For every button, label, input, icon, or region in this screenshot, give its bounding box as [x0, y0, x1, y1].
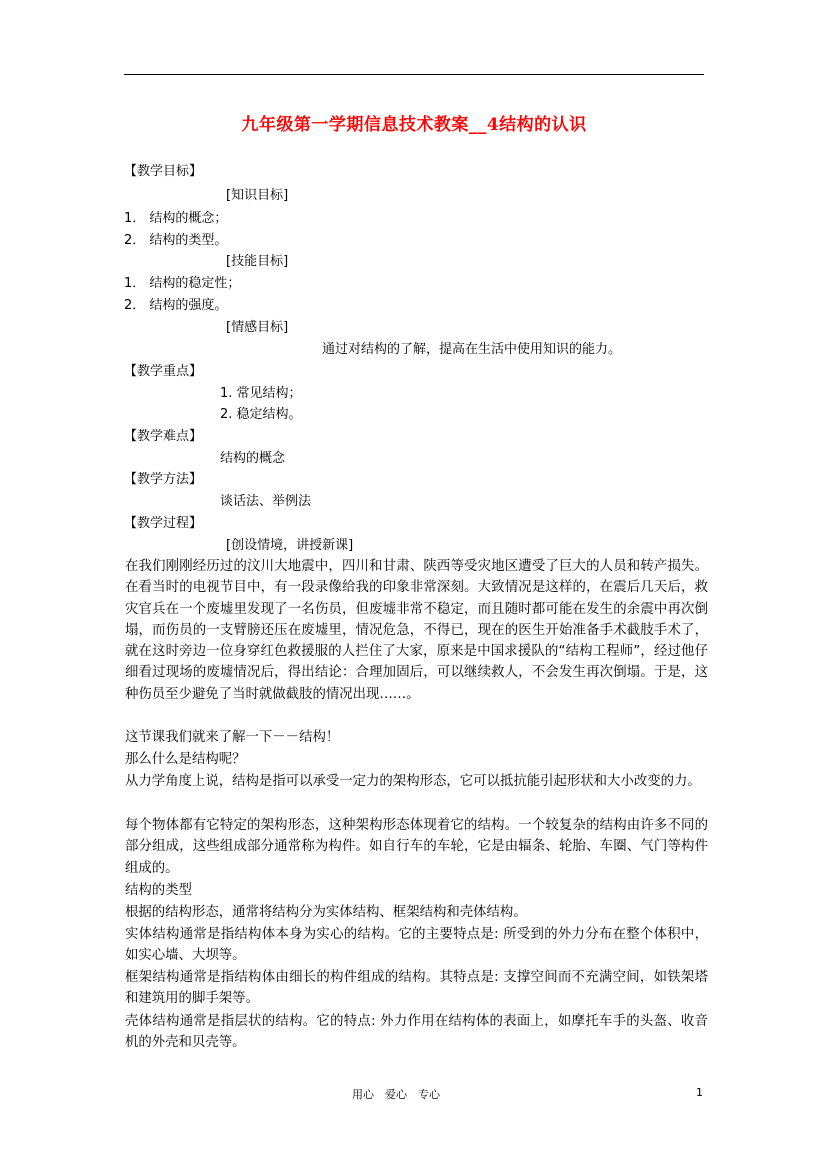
- emotion-goal-heading: [情感目标]: [226, 320, 289, 335]
- page-number: 1: [696, 1086, 703, 1099]
- document-title: 九年级第一学期信息技术教案__4结构的认识: [241, 115, 587, 135]
- difficulty-text: 结构的概念: [220, 451, 286, 466]
- body-paragraph-frame: 框架结构通常是指结构体由细长的构件组成的结构。其特点是: 支撑空间而不充满空间，如铁架塔和建筑用的脚手架等。: [125, 970, 708, 1007]
- section-goals: 【教学目标】: [124, 164, 203, 179]
- process-subheading: [创设情境，讲授新课]: [226, 538, 354, 553]
- body-paragraph-intro: 在我们刚刚经历过的汶川大地震中，四川和甘肃、陕西等受灾地区遭受了巨大的人员和转产损失。在看当时的电视节目中，有一段录像给我的印象非常深刻。大致情况是这样的，在震后几天后，救灾官兵在一个废墟里发现了一名伤员，但废墟非常不稳定，而且随时都可能在发生的余震中再次倒塌，而伤员的一支臂膀还压在废墟里，情况危急，不得已，现在的医生开始准备手术截肢手术了，就在这时旁边一位身穿红色救援服的人拦住了大家，原来是中国求援队的“结构工程师”，经过他仔细看过现场的废墟情况后，得出结论：合理加固后，可以继续救人，不会发生再次倒塌。于是，这种伤员至少避免了当时就做截肢的情况出现……。: [125, 559, 708, 702]
- section-process: 【教学过程】: [124, 516, 203, 531]
- knowledge-item: 1． 结构的概念；: [124, 211, 228, 226]
- section-method: 【教学方法】: [124, 472, 203, 487]
- body-paragraph-shell: 壳体结构通常是指层状的结构。它的特点: 外力作用在结构体的表面上，如摩托车手的头盔、收音机的外壳和贝壳等。: [125, 1014, 708, 1051]
- skill-item: 2． 结构的强度。: [124, 298, 228, 313]
- footer-motto: 用心 爱心 专心: [352, 1088, 440, 1101]
- body-subheading-types: 结构的类型: [125, 883, 192, 898]
- skill-item: 1． 结构的稳定性；: [124, 276, 241, 291]
- emotion-goal-text: 通过对结构的了解，提高在生活中使用知识的能力。: [322, 342, 622, 357]
- header-rule: [124, 74, 704, 75]
- key-point-item: 1. 常见结构；: [220, 386, 302, 401]
- knowledge-item: 2． 结构的类型。: [124, 233, 228, 248]
- key-point-item: 2. 稳定结构。: [220, 407, 302, 422]
- skill-goal-heading: [技能目标]: [226, 254, 289, 269]
- method-text: 谈话法、举例法: [220, 494, 312, 509]
- body-paragraph: 根据的结构形态，通常将结构分为实体结构、框架结构和壳体结构。: [125, 905, 527, 920]
- body-paragraph-solid: 实体结构通常是指结构体本身为实心的结构。它的主要特点是: 所受到的外力分布在整个体积中，如实心墙、大坝等。: [125, 927, 708, 964]
- body-paragraph: 这节课我们就来了解一下－－结构！: [125, 730, 340, 745]
- knowledge-goal-heading: [知识目标]: [226, 188, 289, 203]
- body-paragraph: 那么什么是结构呢？: [125, 752, 246, 767]
- body-paragraph-components: 每个物体都有它特定的架构形态，这种架构形态体现着它的结构。一个较复杂的结构由许多不同的部分组成，这些组成部分通常称为构件。如自行车的车轮，它是由辐条、轮胎、车圈、气门等构件组成的。: [125, 818, 708, 876]
- section-key-points: 【教学重点】: [124, 364, 203, 379]
- section-difficulty: 【教学难点】: [124, 429, 203, 444]
- body-paragraph-definition: 从力学角度上说，结构是指可以承受一定力的架构形态，它可以抵抗能引起形状和大小改变的力。: [125, 774, 701, 789]
